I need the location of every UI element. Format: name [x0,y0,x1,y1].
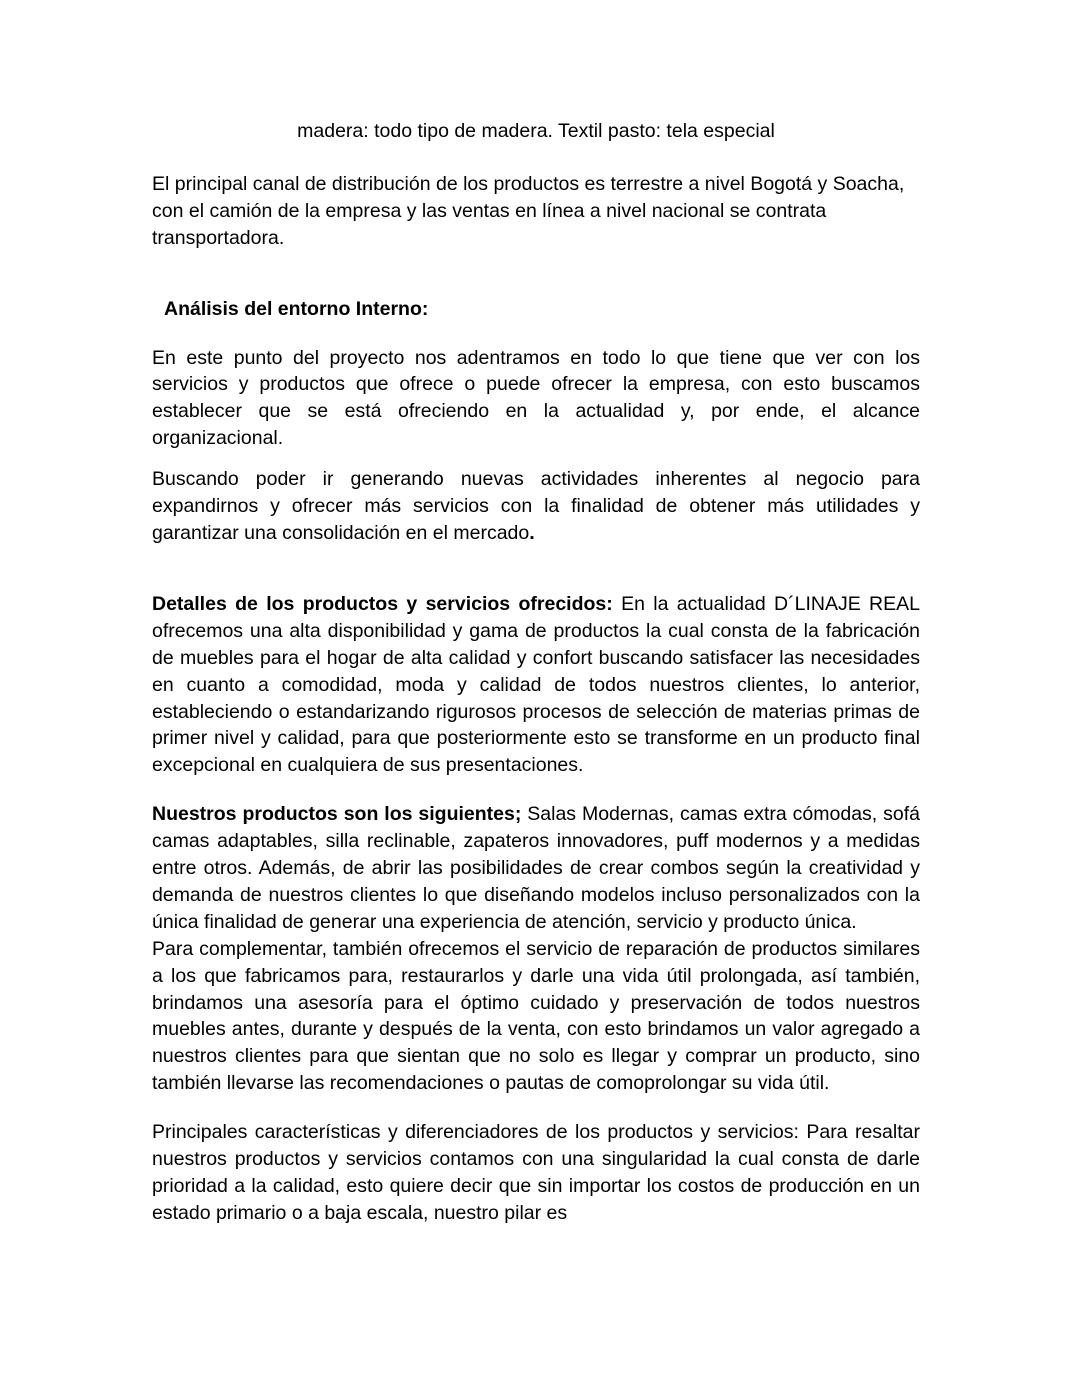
paragraph-entorno-2 [152,466,920,547]
paragraph-detalles [152,591,920,779]
productos-body: Salas Modernas, camas extra cómodas, sofá camas adaptables, silla reclinable, zapateros innovadores, puff modernos y a medidas entre otros. Además, de abrir las posibilidades de crear combos según la creatividad y demanda de nuestros clientes lo que diseñando modelos incluso personalizados con la única finalidad de generar una experiencia de atención, servicio y producto única. [152,803,920,933]
productos-label: Nuestros productos son los siguientes; [152,803,522,826]
paragraph-distribucion: El principal canal de distribución de los productos es terrestre a nivel Bogotá y Soacha, con el camión de la empresa y las ventas en línea a nivel nacional se contrata transportadora. [152,172,905,249]
paragraph-entorno-2-text: Buscando poder ir generando nuevas actividades inherentes al negocio para expandirnos y ofrecer más servicios con la finalidad de obtener más utilidades y garantizar una consolidación en el mercado [152,468,920,544]
detalles-label: Detalles de los productos y servicios ofrecidos: [152,592,613,615]
paragraph-complemento: Para complementar, también ofrecemos el servicio de reparación de productos similares a los que fabricamos para, restaurarlos y darle una vida útil prolongada, así también, brindamos una asesoría para el óptimo cuidado y preservación de todos nuestros muebles antes, durante y después de la venta, con esto brindamos un valor agregado a nuestros clientes para que sientan que no solo es llegar y comprar un producto, sino también llevarse las recomendaciones o pautas de comoprolongar su vida útil. [152,937,920,1095]
heading-analisis-entorno-interno: Análisis del entorno Interno: [164,297,429,320]
paragraph-caracteristicas: Principales características y diferenciadores de los productos y servicios: Para resaltar nuestros productos y servicios contamos con una singularidad la cual consta de darle prioridad a la calidad, esto quiere decir que sin importar los costos de producción en un estado primario o a baja escala, nuestro pilar es [152,1121,920,1224]
paragraph-entorno-1: En este punto del proyecto nos adentramos en todo lo que tiene que ver con los servicios y productos que ofrece o puede ofrecer la empresa, con esto buscamos establecer que se está ofreciendo en la actualidad y, por ende, el alcance organizacional. [152,346,920,450]
document-body [152,118,920,1227]
detalles-body: En la actualidad D´LINAJE REAL ofrecemos una alta disponibilidad y gama de productos la cual consta de la fabricación de muebles para el hogar de alta calidad y confort buscando satisfacer las necesidades en cuanto a comodidad, moda y calidad de todos nuestros clientes, lo anterior, estableciendo o estandarizando rigurosos procesos de selección de materias primas de primer nivel y calidad, para que posteriormente esto se transforme en un producto final excepcional en cualquiera de sus presentaciones. [152,592,920,777]
header-line: madera: todo tipo de madera. Textil pasto: tela especial [297,120,775,142]
paragraph-entorno-2-period: . [529,521,535,544]
paragraph-productos [152,801,920,936]
